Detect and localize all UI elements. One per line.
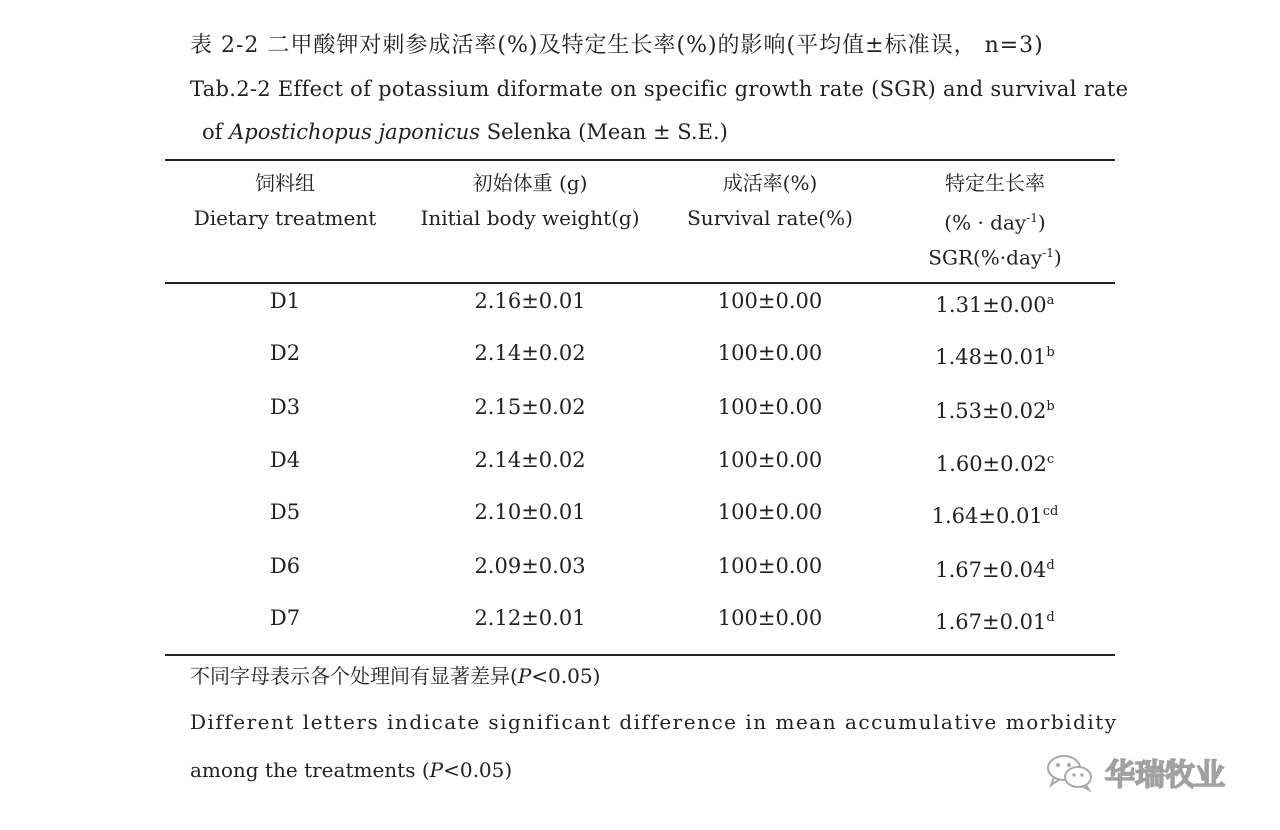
cell-survival: 100±0.00 [717,289,823,313]
header-col3-cn: 成活率(%) [722,171,818,195]
cell-weight: 2.16±0.01 [474,289,586,313]
table-bottom-rule [165,654,1115,656]
header-col4-unit [890,201,1100,236]
cell-sgr [890,281,1100,325]
sgr-value: 1.64±0.01 [931,504,1043,528]
header-col2-en: Initial body weight(g) [420,206,640,230]
cell-survival: 100±0.00 [717,341,823,365]
sgr-value: 1.31±0.00 [935,293,1047,317]
watermark [1045,748,1225,796]
sgr-significance: c [1046,452,1055,467]
table-row [165,387,1115,427]
title-line2-prefix: of [202,120,230,144]
header-col2-cn: 初始体重 (g) [472,171,588,195]
table-row [165,598,1115,638]
sgr-value: 1.53±0.02 [935,399,1047,423]
cell-survival: 100±0.00 [717,606,823,630]
cell-treatment: D2 [269,341,301,365]
cell-treatment: D5 [269,500,301,524]
col4-en-pre: SGR(%·day [928,245,1043,270]
cell-weight: 2.10±0.01 [474,500,586,524]
sgr-value: 1.48±0.01 [935,345,1047,369]
col4-en-sup: -1 [1042,246,1054,260]
cell-weight: 2.12±0.01 [474,606,586,630]
cell-sgr [890,440,1100,484]
header-col1-en: Dietary treatment [193,206,377,230]
footnote-en-pre: among the treatments ( [190,758,430,782]
sgr-significance: d [1046,610,1055,625]
cell-weight: 2.15±0.02 [474,395,586,419]
table-row [165,281,1115,321]
footnote-cn-post: <0.05) [531,664,601,688]
cell-treatment: D1 [269,289,301,313]
cell-sgr [890,387,1100,431]
table-top-rule [165,159,1115,161]
watermark-text: 华瑞牧业 [1105,758,1225,793]
header-sgr [890,166,1100,271]
cell-treatment: D4 [269,448,301,472]
footnote-english-line1: Different letters indicate significant difference in mean accumulative morbidity [190,710,1118,734]
footnote-chinese [190,660,600,689]
col4-unit-pre: (% · day [944,210,1027,235]
cell-treatment: D3 [269,395,301,419]
cell-weight: 2.14±0.02 [474,341,586,365]
header-col4-cn: 特定生长率 [945,171,1045,195]
footnote-en-post: <0.05) [443,758,513,782]
cell-weight: 2.09±0.03 [474,554,586,578]
footnote-cn-pre: 不同字母表示各个处理间有显著差异( [190,664,518,688]
header-dietary-treatment [180,166,390,236]
table-row [165,546,1115,586]
sgr-significance: b [1046,399,1055,414]
sgr-value: 1.67±0.01 [935,610,1047,634]
table-row [165,440,1115,480]
header-col4-en [890,236,1100,271]
title-line2-suffix: Selenka (Mean ± S.E.) [480,120,728,144]
sgr-significance: a [1046,293,1055,308]
species-name: Apostichopus japonicus [229,120,481,144]
header-col3-en: Survival rate(%) [687,206,853,230]
cell-survival: 100±0.00 [717,500,823,524]
table-row [165,333,1115,373]
table-title-english-line2 [202,120,728,144]
cell-survival: 100±0.00 [717,395,823,419]
wechat-icon [1045,752,1095,792]
footnote-en-p: P [429,758,444,782]
footnote-cn-p: P [517,664,532,688]
sgr-value: 1.60±0.02 [935,452,1047,476]
header-survival-rate [660,166,880,236]
cell-treatment: D7 [269,606,301,630]
header-initial-weight [410,166,650,236]
cell-sgr [890,598,1100,642]
table-title-english-line1: Tab.2-2 Effect of potassium diformate on specific growth rate (SGR) and survival rate [190,77,1129,101]
sgr-value: 1.67±0.04 [935,558,1047,582]
table-title-chinese: 表 2-2 二甲酸钾对刺参成活率(%)及特定生长率(%)的影响(平均值±标准误， n=3) [190,33,1044,58]
header-col1-cn: 饲料组 [255,171,315,195]
col4-unit-sup: -1 [1026,211,1038,225]
sgr-significance: cd [1042,504,1059,519]
sgr-significance: b [1046,345,1055,360]
cell-sgr [890,333,1100,377]
cell-survival: 100±0.00 [717,448,823,472]
cell-treatment: D6 [269,554,301,578]
sgr-significance: d [1046,558,1055,573]
col4-unit-post: ) [1037,210,1046,235]
cell-weight: 2.14±0.02 [474,448,586,472]
cell-survival: 100±0.00 [717,554,823,578]
footnote-english-line2 [190,758,512,782]
cell-sgr [890,492,1100,536]
cell-sgr [890,546,1100,590]
table-row [165,492,1115,532]
col4-en-post: ) [1053,245,1062,270]
